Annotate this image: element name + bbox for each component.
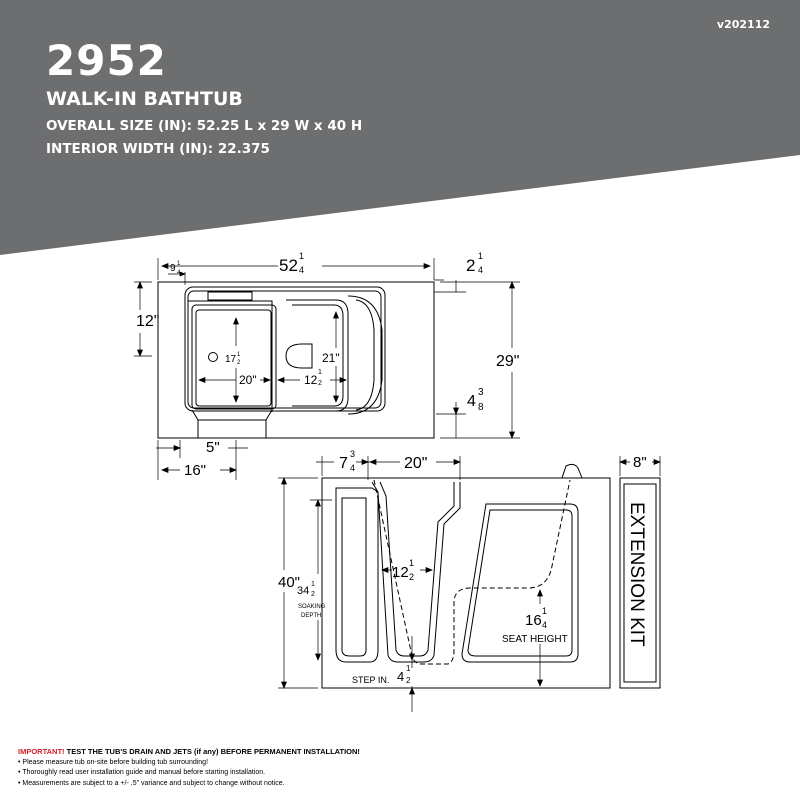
step-in-num: 1 [406,664,411,673]
drain-icon [209,353,218,362]
length-den: 4 [299,265,305,275]
seat-height-den: 4 [542,620,548,630]
drain-offset: 5" [206,439,220,456]
overall-height: 40" [278,574,301,591]
seat-height-whole: 16 [525,612,542,629]
drain-from-end: 16" [184,462,207,479]
inset-den: 4 [177,270,181,276]
model-number: 2952 [46,36,167,85]
center-den: 2 [318,380,322,387]
extension-width: 8" [633,454,647,471]
seat-height-label: SEAT HEIGHT [502,634,568,645]
side-view-labels [278,449,568,685]
note-item: • Please measure tub on-site before building tub surrounding! [18,758,209,766]
seat-height-num: 1 [542,606,548,616]
rim-num: 1 [478,251,484,261]
overall-size: OVERALL SIZE (IN): 52.25 L x 29 W x 40 H [46,118,363,134]
inset-whole: 9 [170,263,176,274]
note-item: • Measurements are subject to a +/- .5" variance and subject to change without notice. [18,779,285,787]
extension-labels [626,454,647,647]
inner-depth-den: 2 [237,360,241,366]
soak-den: 2 [311,591,315,598]
interior-length: 20" [404,455,428,472]
soak-label-1: SOAKING [298,604,326,610]
side-view-outline [322,464,610,688]
overall-width: 29" [496,353,520,370]
center-num: 1 [318,369,322,376]
soak-num: 1 [311,581,315,588]
door-width-num: 3 [350,449,356,459]
door-opening-whole: 12 [392,564,409,581]
interior-width: INTERIOR WIDTH (IN): 22.375 [46,141,270,157]
installation-notes [18,747,360,789]
step-in-label: STEP IN. [352,675,390,685]
soak-label-2: DEPTH [301,613,322,619]
door-width-whole: 7 [339,455,348,472]
rim-den: 4 [478,265,484,275]
version-code: v202112 [716,18,770,31]
length-whole: 52 [279,256,298,275]
door-whole: 4 [467,393,476,410]
top-view-labels [136,251,519,479]
step-in-whole: 4 [397,669,405,684]
inner-width: 20" [239,373,257,387]
step-in-den: 2 [406,676,411,685]
inner-depth-num: 1 [237,352,241,358]
depth-side: 12" [136,313,160,330]
important-label: IMPORTANT! [18,747,65,756]
rim-whole: 2 [466,256,476,275]
inset-num: 1 [177,261,181,267]
seat-width: 21" [322,351,340,365]
length-num: 1 [299,251,305,261]
warning-line [18,747,360,758]
soak-whole: 34 [297,585,310,597]
note-item: • Thoroughly read user installation guide and manual before starting installation. [18,769,266,776]
door-opening-den: 2 [409,572,415,582]
top-view-outline [158,282,434,438]
door-den: 8 [478,402,484,413]
product-name: WALK-IN BATHTUB [46,88,243,110]
door-opening-num: 1 [409,558,415,568]
extension-kit-label: EXTENSION KIT [626,502,647,647]
center-whole: 12 [304,373,318,387]
inner-depth-whole: 17 [225,354,237,365]
door-num: 3 [478,387,484,398]
side-view-dimensions [278,456,543,712]
door-width-den: 4 [350,463,356,473]
warning-text: TEST THE TUB'S DRAIN AND JETS (if any) BEFORE PERMANENT INSTALLATION! [64,747,360,756]
